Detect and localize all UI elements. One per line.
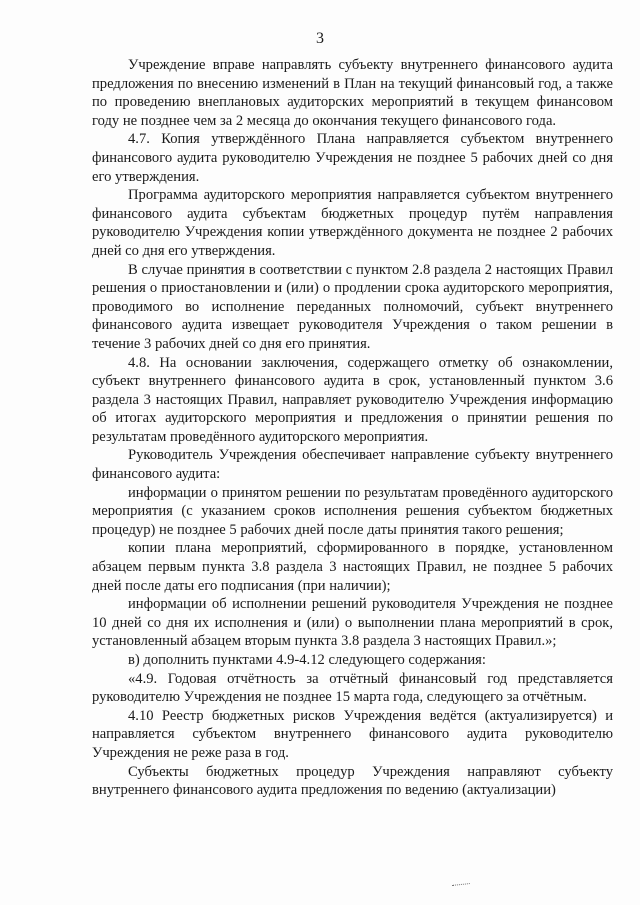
paragraph-plan-copy: копии плана мероприятий, сформированного в порядке, установленном абзацем первым пункта 3.8 раздела 3 настоящих Правил, не позднее 5 рабочих дней после даты его подписания (при наличии); [92, 540, 613, 594]
paragraph-risk-proposals: Субъекты бюджетных процедур Учреждения направляют субъекту внутреннего финансового аудита предложения по ведению (актуализации) [92, 763, 613, 799]
paragraph-amendment-v: в) дополнить пунктами 4.9-4.12 следующего содержания: [128, 652, 486, 668]
paragraph-4-10: 4.10 Реестр бюджетных рисков Учреждения ведётся (актуализируется) и направляется субъектом внутреннего финансового аудита руководителю Учреждения не реже раза в год. [92, 707, 613, 761]
paragraph-audit-program: Программа аудиторского мероприятия направляется субъектом внутреннего финансового аудита субъектам бюджетных процедур путём направления руководителю Учреждения копии утверждённого документа не позднее 2 рабочих дней со дня его утверждения. [92, 187, 613, 259]
paragraph-decision-info: информации о принятом решении по результатам проведённого аудиторского мероприятия (с указанием сроков исполнения решения субъектом бюджетных процедур) не позднее 5 рабочих дней после даты принятия такого решения; [92, 484, 613, 538]
paragraph-4-7: 4.7. Копия утверждённого Плана направляется субъектом внутреннего финансового аудита руководителю Учреждения не позднее 5 рабочих дней со дня его утверждения. [92, 131, 613, 185]
paragraph-4-9: «4.9. Годовая отчётность за отчётный финансовый год представляется руководителю Учреждения не позднее 15 марта года, следующего за отчётным. [92, 670, 613, 706]
paragraph-suspension-decision: В случае принятия в соответствии с пунктом 2.8 раздела 2 настоящих Правил решения о приостановлении и (или) о продлении срока аудиторского мероприятия, проводимого во исполнение переданных полномочий, субъект внутреннего финансового аудита извещает руководителя Учреждения о таком решении в течение 3 рабочих дней со дня его принятия. [92, 261, 613, 352]
document-body [92, 56, 613, 800]
page-number: 3 [316, 30, 324, 47]
paragraph-plan-changes: Учреждение вправе направлять субъекту внутреннего финансового аудита предложения по внесению изменений в План на текущий финансовый год, а также по проведению внеплановых аудиторских мероприятий в текущем финансовом году не позднее чем за 2 месяца до окончания текущего финансового года. [92, 57, 613, 129]
paragraph-4-8: 4.8. На основании заключения, содержащего отметку об ознакомлении, субъект внутреннего финансового аудита в срок, установленный пунктом 3.6 раздела 3 настоящих Правил, направляет руководителю Учреждения информацию об итогах аудиторского мероприятия и предложения о принятии решения по результатам проведённого аудиторского мероприятия. [92, 354, 613, 445]
scan-mark [452, 883, 470, 888]
paragraph-execution-info: информации об исполнении решений руководителя Учреждения не позднее 10 дней со дня их исполнения и (или) о выполнении плана мероприятий в срок, установленный абзацем вторым пункта 3.8 раздела 3 настоящих Правил.»; [92, 596, 613, 650]
paragraph-head-ensures: Руководитель Учреждения обеспечивает направление субъекту внутреннего финансового аудита: [92, 447, 613, 483]
